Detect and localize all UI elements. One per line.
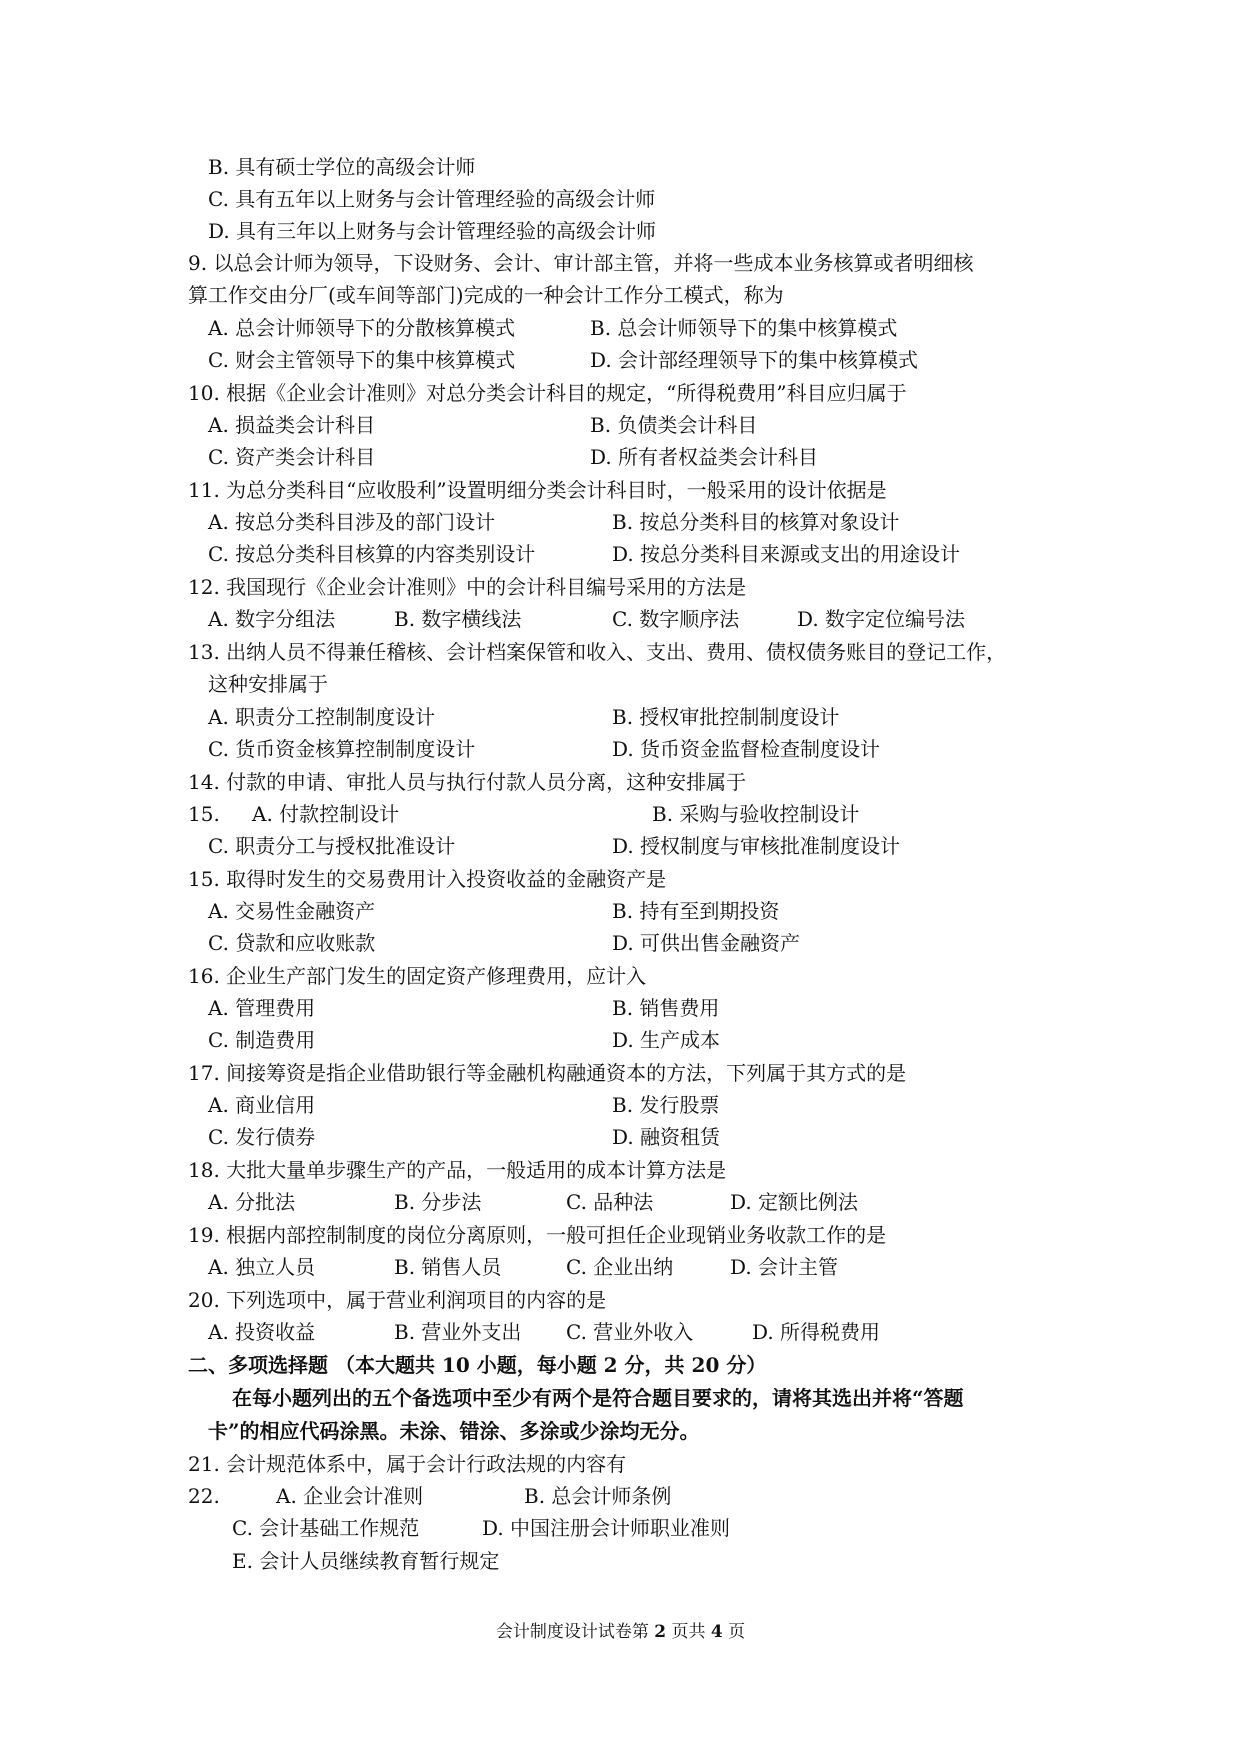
q9-option-c: C. 财会主管领导下的集中核算模式 (208, 348, 516, 372)
q11-option-b: B. 按总分类科目的核算对象设计 (612, 510, 900, 534)
q14-option-d: D. 授权制度与审核批准制度设计 (612, 834, 901, 858)
q18-option-c: C. 品种法 (566, 1190, 654, 1214)
q19-option-d: D. 会计主管 (730, 1255, 839, 1279)
page-footer (0, 1620, 1241, 1644)
q13-stem-line-2: 这种安排属于 (208, 672, 328, 696)
q13-option-b: B. 授权审批控制制度设计 (612, 705, 840, 729)
q20-option-a: A. 投资收益 (208, 1320, 316, 1344)
q15-stem: 15. 取得时发生的交易费用计入投资收益的金融资产是 (188, 867, 667, 891)
q17-option-c: C. 发行债券 (208, 1125, 316, 1149)
q13-option-c: C. 货币资金核算控制制度设计 (208, 737, 476, 761)
q11-option-d: D. 按总分类科目来源或支出的用途设计 (612, 542, 961, 566)
q8-option-c: C. 具有五年以上财务与会计管理经验的高级会计师 (208, 187, 656, 211)
q15-option-c: C. 贷款和应收账款 (208, 931, 376, 955)
section-2-instructions-line-2: 卡”的相应代码涂黑。未涂、错涂、多涂或少涂均无分。 (208, 1419, 700, 1443)
q20-option-d: D. 所得税费用 (752, 1320, 881, 1344)
q14-stray-number: 15. (188, 802, 220, 826)
q11-option-a: A. 按总分类科目涉及的部门设计 (208, 510, 496, 534)
q16-option-d: D. 生产成本 (612, 1028, 721, 1052)
q12-stem: 12. 我国现行《企业会计准则》中的会计科目编号采用的方法是 (188, 575, 747, 599)
q19-option-b: B. 销售人员 (394, 1255, 502, 1279)
q21-option-e: E. 会计人员继续教育暂行规定 (232, 1549, 500, 1573)
q15-option-d: D. 可供出售金融资产 (612, 931, 801, 955)
q21-option-a: A. 企业会计准则 (276, 1484, 424, 1508)
q16-option-c: C. 制造费用 (208, 1028, 316, 1052)
q20-option-b: B. 营业外支出 (394, 1320, 522, 1344)
q21-option-d: D. 中国注册会计师职业准则 (482, 1516, 731, 1540)
q17-option-a: A. 商业信用 (208, 1093, 316, 1117)
footer-page-number: 2 (654, 1622, 667, 1642)
q9-stem-line-1: 9. 以总会计师为领导，下设财务、会计、审计部主管，并将一些成本业务核算或者明细核 (188, 251, 974, 275)
section-2-heading: 二、多项选择题 （本大题共 10 小题，每小题 2 分，共 20 分） (188, 1353, 767, 1377)
q12-option-c: C. 数字顺序法 (612, 607, 740, 631)
section-2-instructions-line-1: 在每小题列出的五个备选项中至少有两个是符合题目要求的，请将其选出并将“答题 (232, 1386, 964, 1410)
q13-option-d: D. 货币资金监督检查制度设计 (612, 737, 881, 761)
q21-option-c: C. 会计基础工作规范 (232, 1516, 420, 1540)
q18-option-a: A. 分批法 (208, 1190, 296, 1214)
q14-stem: 14. 付款的申请、审批人员与执行付款人员分离，这种安排属于 (188, 770, 747, 794)
q20-option-c: C. 营业外收入 (566, 1320, 694, 1344)
q13-stem-line-1: 13. 出纳人员不得兼任稽核、会计档案保管和收入、支出、费用、债权债务账目的登记工作， (188, 640, 1007, 664)
q16-stem: 16. 企业生产部门发生的固定资产修理费用，应计入 (188, 964, 647, 988)
q18-option-d: D. 定额比例法 (730, 1190, 859, 1214)
q16-option-a: A. 管理费用 (208, 996, 316, 1020)
q11-stem: 11. 为总分类科目“应收股利”设置明细分类会计科目时，一般采用的设计依据是 (188, 478, 887, 502)
q17-stem: 17. 间接筹资是指企业借助银行等金融机构融通资本的方法，下列属于其方式的是 (188, 1061, 907, 1085)
q20-stem: 20. 下列选项中，属于营业利润项目的内容的是 (188, 1288, 607, 1312)
q9-option-d: D. 会计部经理领导下的集中核算模式 (590, 348, 919, 372)
q19-option-c: C. 企业出纳 (566, 1255, 674, 1279)
q12-option-a: A. 数字分组法 (208, 607, 336, 631)
q14-option-a: A. 付款控制设计 (252, 802, 400, 826)
q11-option-c: C. 按总分类科目核算的内容类别设计 (208, 542, 536, 566)
footer-prefix: 会计制度设计试卷第 (495, 1622, 649, 1642)
q19-option-a: A. 独立人员 (208, 1255, 316, 1279)
q13-option-a: A. 职责分工控制制度设计 (208, 705, 436, 729)
q17-option-d: D. 融资租赁 (612, 1125, 721, 1149)
footer-suffix: 页 (728, 1622, 746, 1642)
q21-stem: 21. 会计规范体系中，属于会计行政法规的内容有 (188, 1452, 627, 1476)
footer-mid: 页共 (671, 1622, 706, 1642)
q16-option-b: B. 销售费用 (612, 996, 720, 1020)
q10-option-d: D. 所有者权益类会计科目 (590, 445, 819, 469)
q10-option-c: C. 资产类会计科目 (208, 445, 376, 469)
q8-option-b: B. 具有硕士学位的高级会计师 (208, 155, 476, 179)
q10-stem: 10. 根据《企业会计准则》对总分类会计科目的规定，“所得税费用”科目应归属于 (188, 381, 907, 405)
q17-option-b: B. 发行股票 (612, 1093, 720, 1117)
q9-option-b: B. 总会计师领导下的集中核算模式 (590, 316, 898, 340)
q9-option-a: A. 总会计师领导下的分散核算模式 (208, 316, 516, 340)
q12-option-d: D. 数字定位编号法 (797, 607, 966, 631)
q8-option-d: D. 具有三年以上财务与会计管理经验的高级会计师 (208, 219, 657, 243)
q12-option-b: B. 数字横线法 (394, 607, 522, 631)
q21-stray-number: 22. (188, 1484, 220, 1508)
q10-option-b: B. 负债类会计科目 (590, 413, 758, 437)
q10-option-a: A. 损益类会计科目 (208, 413, 376, 437)
q21-option-b: B. 总会计师条例 (524, 1484, 672, 1508)
q9-stem-line-2: 算工作交由分厂(或车间等部门)完成的一种会计工作分工模式，称为 (188, 283, 784, 307)
q14-option-b: B. 采购与验收控制设计 (652, 802, 860, 826)
footer-total-pages: 4 (710, 1622, 723, 1642)
q18-stem: 18. 大批大量单步骤生产的产品，一般适用的成本计算方法是 (188, 1158, 727, 1182)
q15-option-b: B. 持有至到期投资 (612, 899, 780, 923)
q15-option-a: A. 交易性金融资产 (208, 899, 376, 923)
q18-option-b: B. 分步法 (394, 1190, 482, 1214)
q19-stem: 19. 根据内部控制制度的岗位分离原则，一般可担任企业现销业务收款工作的是 (188, 1223, 887, 1247)
q14-option-c: C. 职责分工与授权批准设计 (208, 834, 456, 858)
